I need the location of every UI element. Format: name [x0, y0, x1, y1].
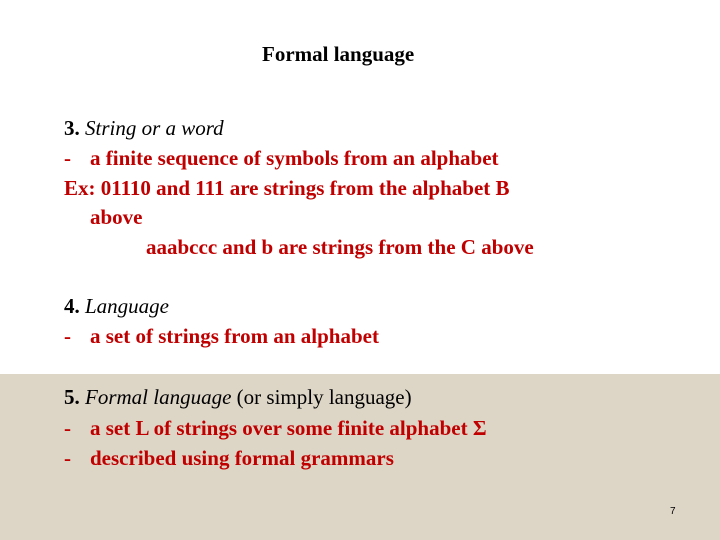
section-4-number: 4. [64, 294, 80, 318]
section-4-heading [64, 294, 169, 318]
section-3-heading [64, 116, 224, 140]
section-3-example-line-1: Ex: 01110 and 111 are strings from the alphabet B [64, 176, 510, 200]
section-5-bullet-1-text: a set L of strings over some finite alphabet Σ [90, 416, 487, 440]
section-5-number: 5. [64, 385, 80, 409]
section-4-definition [64, 324, 379, 348]
bullet-dash: - [64, 446, 71, 470]
section-4-title: Language [85, 294, 169, 318]
section-3-definition [64, 146, 499, 170]
section-5-bullet-1 [64, 416, 487, 440]
section-5-title-suffix: (or simply language) [231, 385, 412, 409]
section-4-definition-text: a set of strings from an alphabet [90, 324, 379, 348]
bullet-dash: - [64, 146, 71, 170]
section-5-title: Formal language [85, 385, 232, 409]
slide-title: Formal language [262, 42, 415, 66]
bullet-dash: - [64, 416, 71, 440]
section-3-number: 3. [64, 116, 80, 140]
section-3-example-line-2: above [90, 205, 143, 229]
section-5-bullet-2 [64, 446, 394, 470]
section-3-title: String or a word [85, 116, 224, 140]
section-5-heading [64, 385, 412, 409]
section-3-example-line-3: aaabccc and b are strings from the C above [146, 235, 534, 259]
section-5-bullet-2-text: described using formal grammars [90, 446, 394, 470]
section-3-definition-text: a finite sequence of symbols from an alphabet [90, 146, 499, 170]
bullet-dash: - [64, 324, 71, 348]
page-number: 7 [670, 506, 676, 517]
